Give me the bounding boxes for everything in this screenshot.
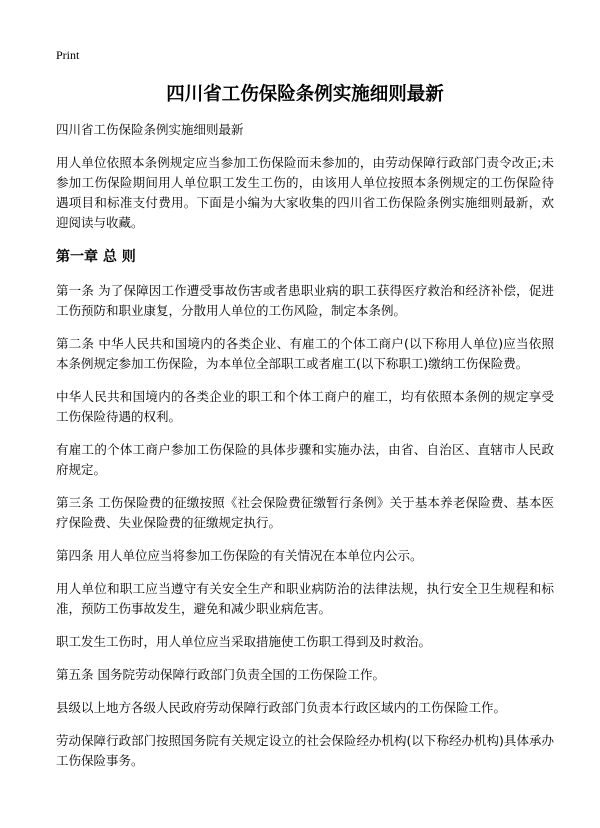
article-paragraph: 用人单位和职工应当遵守有关安全生产和职业病防治的法律法规，执行安全卫生规程和标准，预防工伤事故发生，避免和减少职业病危害。 [56,581,554,616]
article-paragraph: 县级以上地方各级人民政府劳动保障行政部门负责本行政区域内的工伤保险工作。 [56,700,507,715]
article-paragraph: 第一条 为了保障因工作遭受事故伤害或者患职业病的职工获得医疗救治和经济补偿，促进工伤预防和职业康复，分散用人单位的工伤风险，制定本条例。 [56,283,554,318]
article-paragraph: 第二条 中华人民共和国境内的各类企业、有雇工的个体工商户(以下称用人单位)应当依照本条例规定参加工伤保险，为本单位全部职工或者雇工(以下称职工)缴纳工伤保险费。 [56,336,554,371]
article-paragraph: 有雇工的个体工商户参加工伤保险的具体步骤和实施办法，由省、自治区、直辖市人民政府规定。 [56,442,554,477]
page-title: 四川省工伤保险条例实施细则最新 [166,84,444,105]
article-paragraph: 中华人民共和国境内的各类企业的职工和个体工商户的雇工，均有依照本条例的规定享受工伤保险待遇的权利。 [56,389,554,424]
print-link[interactable]: Print [56,48,80,62]
document-body [56,153,554,771]
intro-paragraph: 用人单位依照本条例规定应当参加工伤保险而未参加的，由劳动保障行政部门责令改正;未参加工伤保险期间用人单位职工发生工伤的，由该用人单位按照本条例规定的工伤保险待遇项目和标准支付费用。下面是小编为大家收集的四川省工伤保险条例实施细则最新，欢迎阅读与收藏。 [56,155,554,230]
article-paragraph: 劳动保障行政部门按照国务院有关规定设立的社会保险经办机构(以下称经办机构)具体承办工伤保险事务。 [56,733,554,768]
chapter-heading: 第一章 总 则 [56,249,136,265]
document-subtitle: 四川省工伤保险条例实施细则最新 [56,122,244,137]
article-paragraph: 第三条 工伤保险费的征缴按照《社会保险费征缴暂行条例》关于基本养老保险费、基本医疗保险费、失业保险费的征缴规定执行。 [56,495,554,530]
article-paragraph: 职工发生工伤时，用人单位应当采取措施使工伤职工得到及时救治。 [56,634,432,649]
article-paragraph: 第五条 国务院劳动保障行政部门负责全国的工伤保险工作。 [56,667,385,682]
article-paragraph: 第四条 用人单位应当将参加工伤保险的有关情况在本单位内公示。 [56,548,423,563]
